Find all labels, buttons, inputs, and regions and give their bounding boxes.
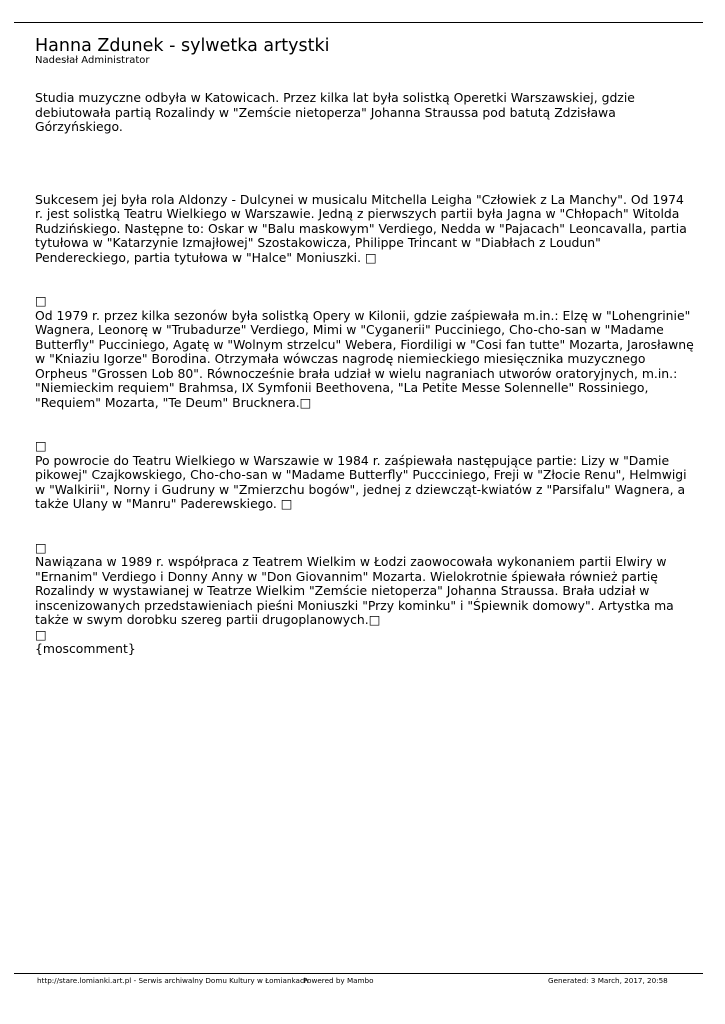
paragraph-warsaw-return: Po powrocie do Teatru Wielkiego w Warszawie w 1984 r. zaśpiewała następujące partie: Lizy w "Damie pikowej" Czajkowskiego, Cho-cho-san w "Madame Butterfly" Puccciniego, Freji w "Złocie Renu", Helmwigi w "Walkirii", Norny i Gudruny w "Zmierzchu bogów", jednej z dziewcząt-kwiatów z "Parsifalu" Wagnera, a także Ulany w "Manru" Paderewskiego. □ [35,452,687,511]
paragraph-successes: Sukcesem jej była rola Aldonzy - Dulcynei w musicalu Mitchella Leigha "Człowiek z La Manchy". Od 1974 r. jest solistką Teatru Wielkiego w Warszawie. Jedną z pierwszych partii była Jagna w "Chłopach" Witolda Rudzińskiego. Następne to: Oskar w "Balu maskowym" Verdiego, Nedda w "Pajacach" Leoncavalla, partia tytułowa w "Katarzynie Izmajłowej" Szostakowicza, Philippe Trincant w "Diabłach z Loudun" Pendereckiego, partia tytułowa w "Halce" Moniuszki. □ [35,191,687,265]
article-title: Hanna Zdunek - sylwetka artystki [35,36,330,56]
placeholder-box: □ [35,626,47,642]
footer-powered-by: Powered by Mambo [303,976,374,985]
paragraph-kiel: Od 1979 r. przez kilka sezonów była solistką Opery w Kilonii, gdzie zaśpiewała m.in.: Elzę w "Lohengrinie" Wagnera, Leonorę w "Trubadurze" Verdiego, Mimi w "Cyganerii" Pucciniego, Cho-cho-san w "Madame Butterfly" Pucciniego, Agatę w "Wolnym strzelcu" Webera, Fiordiligi w "Cosi fan tutte" Mozarta, Jarosławnę w "Kniaziu Igorze" Borodina. Otrzymała wówczas nagrodę niemieckiego miesięcznika muzycznego Orpheus "Grossen Lob 80". Równocześnie brała udział w wielu nagraniach utworów oratoryjnych, m.in.: "Niemieckim requiem" Brahmsa, IX Symfonii Beethovena, "La Petite Messe Solennelle" Rossiniego, "Requiem" Mozarta, "Te Deum" Brucknera.□ [35,307,694,410]
placeholder-box: □ [35,539,47,555]
article-body [35,91,695,657]
footer-generated: Generated: 3 March, 2017, 20:58 [548,976,668,985]
moscomment-tag: {moscomment} [35,641,136,656]
paragraph-studies: Studia muzyczne odbyła w Katowicach. Przez kilka lat była solistką Operetki Warszawskiej, gdzie debiutowała partią Rozalindy w "Zemście nietoperza" Johanna Straussa pod batutą Zdzisława Górzyńskiego. [35,90,635,134]
author-line: Nadesłał Administrator [35,55,150,66]
placeholder-box: □ [35,293,47,308]
paragraph-lodz: Nawiązana w 1989 r. współpraca z Teatrem Wielkim w Łodzi zaowocowała wykonaniem partii Elwiry w "Ernanim" Verdiego i Donny Anny w "Don Giovannim" Mozarta. Wielokrotnie śpiewała również partię Rozalindy w wystawianej w Teatrze Wielkim "Zemście nietoperza" Johanna Straussa. Brała udział w inscenizowanych przedstawieniach pieśni Moniuszki "Przy kominku" i "Śpiewnik domowy". Artystka ma także w swym dorobku szereg partii drugoplanowych.□ [35,554,674,627]
footer-source-link[interactable]: http://stare.lomianki.art.pl - Serwis archiwalny Domu Kultury w Łomiankach [37,976,309,985]
footer-divider [14,973,703,974]
top-divider [14,22,703,23]
placeholder-box: □ [35,438,47,453]
